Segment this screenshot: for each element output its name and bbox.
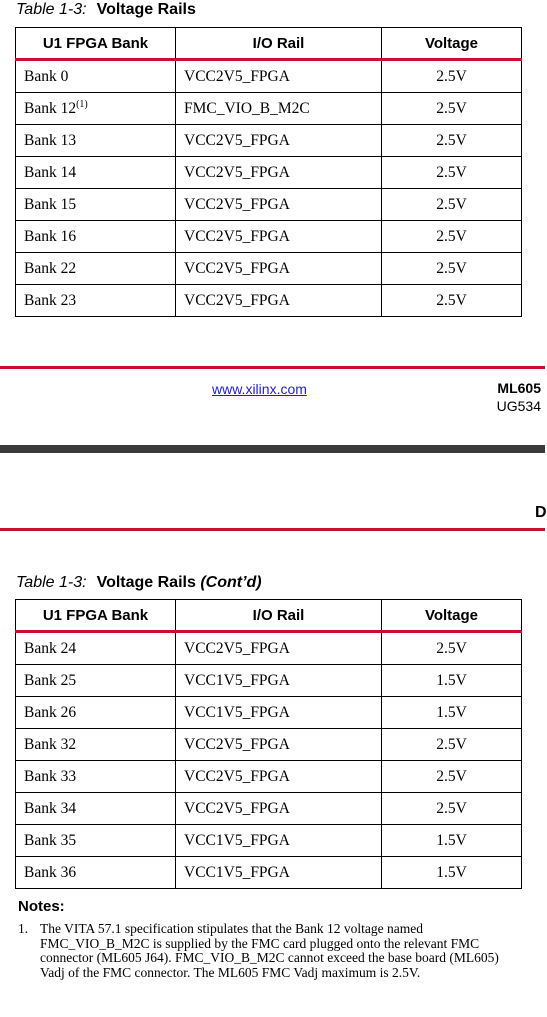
column-header-io-rail: I/O Rail <box>176 600 382 632</box>
io-rail-cell: VCC1V5_FPGA <box>176 857 382 889</box>
io-rail-cell: VCC2V5_FPGA <box>176 632 382 665</box>
io-rail-cell: VCC1V5_FPGA <box>176 697 382 729</box>
table-number: Table 1-3: <box>16 574 87 591</box>
table-row <box>16 665 522 697</box>
table-row <box>16 761 522 793</box>
table-row <box>16 697 522 729</box>
table-row <box>16 285 522 317</box>
io-rail-cell: VCC2V5_FPGA <box>176 729 382 761</box>
footer-doc-id: UG534 <box>496 398 541 414</box>
voltage-cell: 2.5V <box>382 729 522 761</box>
table-row <box>16 825 522 857</box>
column-header-io-rail: I/O Rail <box>176 28 382 60</box>
voltage-cell: 2.5V <box>382 60 522 93</box>
voltage-cell: 2.5V <box>382 189 522 221</box>
voltage-cell: 2.5V <box>382 632 522 665</box>
table-row <box>16 793 522 825</box>
column-header-voltage: Voltage <box>382 600 522 632</box>
continued-label: (Cont’d) <box>200 574 262 591</box>
bank-cell: Bank 25 <box>16 665 176 697</box>
page-header-text: D <box>535 504 547 521</box>
bank-cell: Bank 34 <box>16 793 176 825</box>
table-row <box>16 253 522 285</box>
note-number: 1. <box>18 921 29 936</box>
io-rail-cell: VCC2V5_FPGA <box>176 761 382 793</box>
bank-cell: Bank 32 <box>16 729 176 761</box>
column-header-bank: U1 FPGA Bank <box>16 28 176 60</box>
voltage-cell: 2.5V <box>382 285 522 317</box>
voltage-cell: 2.5V <box>382 793 522 825</box>
table-row <box>16 729 522 761</box>
table-title: Voltage Rails <box>96 574 196 591</box>
bank-cell <box>16 93 176 125</box>
table-row <box>16 857 522 889</box>
note-item <box>18 922 523 980</box>
io-rail-cell: VCC2V5_FPGA <box>176 125 382 157</box>
voltage-cell: 1.5V <box>382 825 522 857</box>
bank-label: Bank 12 <box>24 100 77 118</box>
voltage-cell: 2.5V <box>382 253 522 285</box>
bank-cell: Bank 13 <box>16 125 176 157</box>
footer-product: ML605 <box>497 380 541 396</box>
voltage-cell: 2.5V <box>382 761 522 793</box>
io-rail-cell: VCC2V5_FPGA <box>176 60 382 93</box>
io-rail-cell: VCC2V5_FPGA <box>176 189 382 221</box>
voltage-cell: 1.5V <box>382 665 522 697</box>
notes-heading: Notes: <box>18 898 65 915</box>
note-text: The VITA 57.1 specification stipulates that the Bank 12 voltage named FMC_VIO_B_M2C is supplied by the FMC card plugged onto the relevant FMC connector (ML605 J64). FMC_VIO_B_M2C cannot exceed the base board (ML605) Vadj of the FMC connector. The ML605 FMC Vadj maximum is 2.5V. <box>40 921 499 980</box>
bank-cell: Bank 33 <box>16 761 176 793</box>
io-rail-cell: VCC2V5_FPGA <box>176 793 382 825</box>
io-rail-cell: VCC2V5_FPGA <box>176 157 382 189</box>
table-caption <box>16 1 196 19</box>
table-number: Table 1-3: <box>16 1 87 18</box>
table-row <box>16 221 522 253</box>
bank-cell: Bank 15 <box>16 189 176 221</box>
header-rule <box>0 528 545 531</box>
voltage-cell: 2.5V <box>382 157 522 189</box>
table-caption-continued <box>16 574 262 592</box>
column-header-voltage: Voltage <box>382 28 522 60</box>
footnote-ref: (1) <box>76 98 88 110</box>
voltage-rails-table <box>15 27 522 317</box>
page-separator <box>0 445 545 453</box>
voltage-cell: 1.5V <box>382 697 522 729</box>
io-rail-cell: VCC1V5_FPGA <box>176 665 382 697</box>
table-row <box>16 93 522 125</box>
bank-cell: Bank 23 <box>16 285 176 317</box>
io-rail-cell: VCC2V5_FPGA <box>176 253 382 285</box>
voltage-cell: 2.5V <box>382 93 522 125</box>
table-header-row <box>16 28 522 60</box>
io-rail-cell: VCC2V5_FPGA <box>176 221 382 253</box>
table-row <box>16 60 522 93</box>
io-rail-cell: VCC1V5_FPGA <box>176 825 382 857</box>
bank-cell: Bank 36 <box>16 857 176 889</box>
table-row <box>16 157 522 189</box>
bank-cell: Bank 16 <box>16 221 176 253</box>
voltage-cell: 2.5V <box>382 221 522 253</box>
table-title: Voltage Rails <box>96 1 196 18</box>
footer-rule <box>0 366 545 369</box>
bank-cell: Bank 35 <box>16 825 176 857</box>
bank-cell: Bank 14 <box>16 157 176 189</box>
voltage-cell: 2.5V <box>382 125 522 157</box>
xilinx-link[interactable]: www.xilinx.com <box>212 381 307 397</box>
bank-cell: Bank 0 <box>16 60 176 93</box>
voltage-cell: 1.5V <box>382 857 522 889</box>
column-header-bank: U1 FPGA Bank <box>16 600 176 632</box>
bank-cell: Bank 26 <box>16 697 176 729</box>
table-row <box>16 632 522 665</box>
table-row <box>16 189 522 221</box>
voltage-rails-table-continued <box>15 599 522 889</box>
io-rail-cell: VCC2V5_FPGA <box>176 285 382 317</box>
bank-cell: Bank 22 <box>16 253 176 285</box>
bank-cell: Bank 24 <box>16 632 176 665</box>
table-row <box>16 125 522 157</box>
table-header-row <box>16 600 522 632</box>
io-rail-cell: FMC_VIO_B_M2C <box>176 93 382 125</box>
